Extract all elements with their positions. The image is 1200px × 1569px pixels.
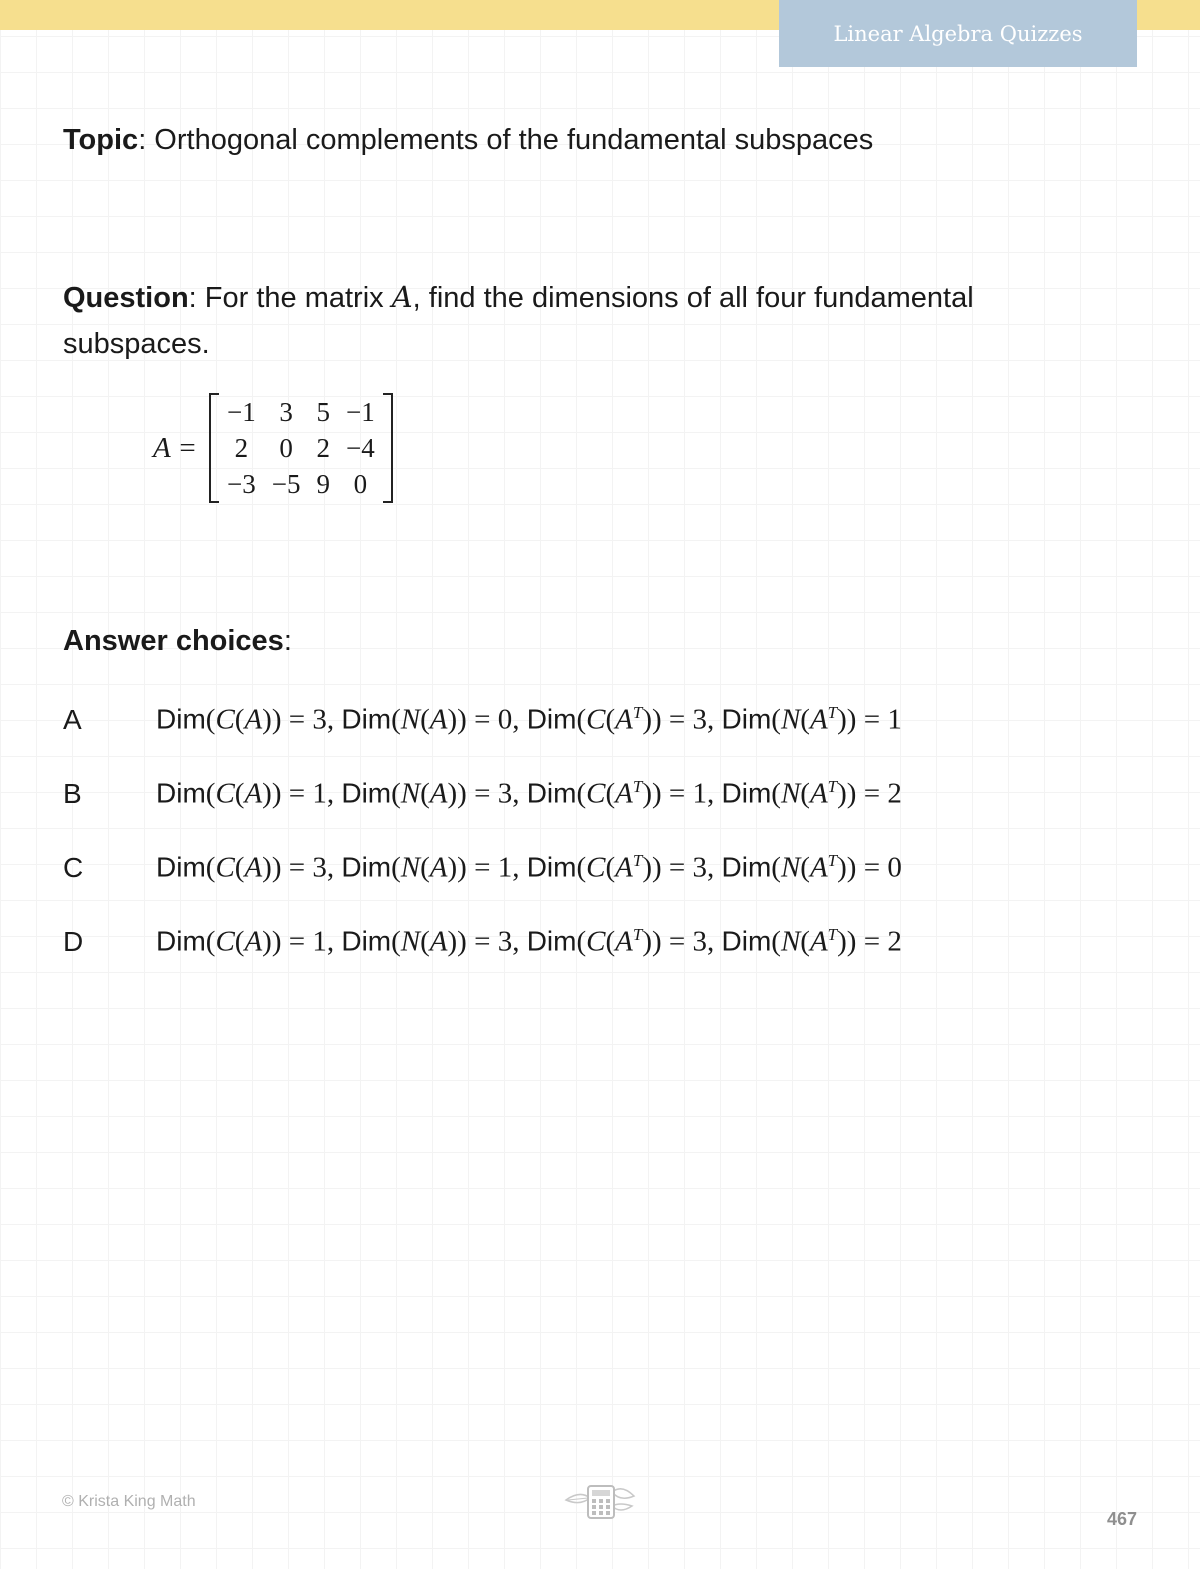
- topic-line: [63, 124, 873, 157]
- matrix-cell: 3: [279, 396, 293, 427]
- matrix-cell: −3: [227, 468, 256, 499]
- dim-column-space: 3: [312, 851, 327, 884]
- matrix-a: [219, 394, 383, 502]
- dim-row-space: 3: [692, 925, 707, 958]
- matrix-right-bracket: [383, 393, 393, 503]
- matrix-cell: 0: [279, 432, 293, 463]
- answers-heading-label: Answer choices: [63, 625, 284, 657]
- matrix-left-bracket: [209, 393, 219, 503]
- dim-row-space: 3: [692, 703, 707, 736]
- matrix-cell: 0: [353, 468, 368, 499]
- dim-null-space: 1: [497, 851, 513, 884]
- matrix-row: [219, 430, 383, 466]
- matrix-cell: 2: [234, 432, 249, 463]
- footer-copyright: © Krista King Math: [62, 1493, 196, 1510]
- matrix-row: [219, 466, 383, 502]
- dim-null-space: 0: [497, 703, 513, 736]
- answer-choice-d[interactable]: [63, 925, 902, 959]
- matrix-equation: [153, 393, 393, 503]
- matrix-cell: −4: [345, 432, 375, 463]
- header-tab: [779, 0, 1137, 67]
- dim-left-null-space: 2: [887, 777, 902, 810]
- dim-column-space: 1: [312, 925, 327, 958]
- choice-letter: A: [63, 703, 82, 735]
- question-text: [63, 274, 1103, 367]
- calculator-leaves-icon: [562, 1480, 638, 1520]
- dim-left-null-space: 0: [887, 851, 902, 884]
- matrix-cell: −1: [227, 396, 256, 427]
- matrix-cell: 5: [316, 396, 330, 427]
- choice-expression: Dim(C(A)) = 3, Dim(N(A)) = 1, $Dim(C(A^T)) = 3$, $Dim(N(A^T)) = 0$: [156, 851, 902, 884]
- dim-left-null-space: 1: [887, 703, 902, 736]
- matrix-row: [219, 394, 383, 430]
- answers-heading: [63, 625, 292, 658]
- question-text-after: , find the dimensions of all four fundamental subspaces.: [63, 282, 974, 360]
- page-number: 467: [1106, 1509, 1137, 1529]
- topic-text: : Orthogonal complements of the fundamental subspaces: [138, 124, 874, 156]
- answer-choice-b[interactable]: [63, 777, 902, 811]
- header-tab-label: Linear Algebra Quizzes: [833, 21, 1083, 46]
- choice-letter: B: [63, 777, 82, 809]
- choice-letter: C: [63, 851, 84, 883]
- dim-row-space: 3: [692, 851, 707, 884]
- question-matrix-var: A: [391, 280, 413, 314]
- choice-expression: Dim(C(A)) = 1, Dim(N(A)) = 3, $Dim(C(A^T)) = 3$, $Dim(N(A^T)) = 2$: [156, 925, 902, 958]
- matrix-cell: −5: [271, 468, 301, 499]
- dim-left-null-space: 2: [887, 925, 902, 958]
- matrix-cell: 2: [316, 432, 330, 463]
- dim-column-space: 3: [312, 703, 327, 736]
- answer-choice-a[interactable]: [63, 703, 902, 737]
- dim-null-space: 3: [497, 777, 513, 810]
- dim-null-space: 3: [497, 925, 513, 958]
- choice-letter: D: [63, 925, 84, 957]
- choice-expression: Dim(C(A)) = 1, Dim(N(A)) = 3, $Dim(C(A^T)) = 1$, $Dim(N(A^T)) = 2$: [156, 777, 902, 810]
- question-label: Question: [63, 282, 189, 314]
- topic-label: Topic: [63, 124, 139, 156]
- choice-expression: Dim(C(A)) = 3, Dim(N(A)) = 0, $Dim(C(A^T)) = 3$, $Dim(N(A^T)) = 1$: [156, 703, 902, 736]
- dim-column-space: 1: [312, 777, 327, 810]
- question-text-before: : For the matrix: [188, 282, 392, 314]
- matrix-cell: 9: [316, 468, 330, 499]
- answer-choice-c[interactable]: [63, 851, 902, 885]
- dim-row-space: 1: [692, 777, 707, 810]
- answers-heading-colon: :: [283, 625, 292, 657]
- matrix-label: [153, 432, 197, 465]
- matrix-label-text: A =: [153, 431, 198, 464]
- matrix-cell: −1: [345, 396, 375, 427]
